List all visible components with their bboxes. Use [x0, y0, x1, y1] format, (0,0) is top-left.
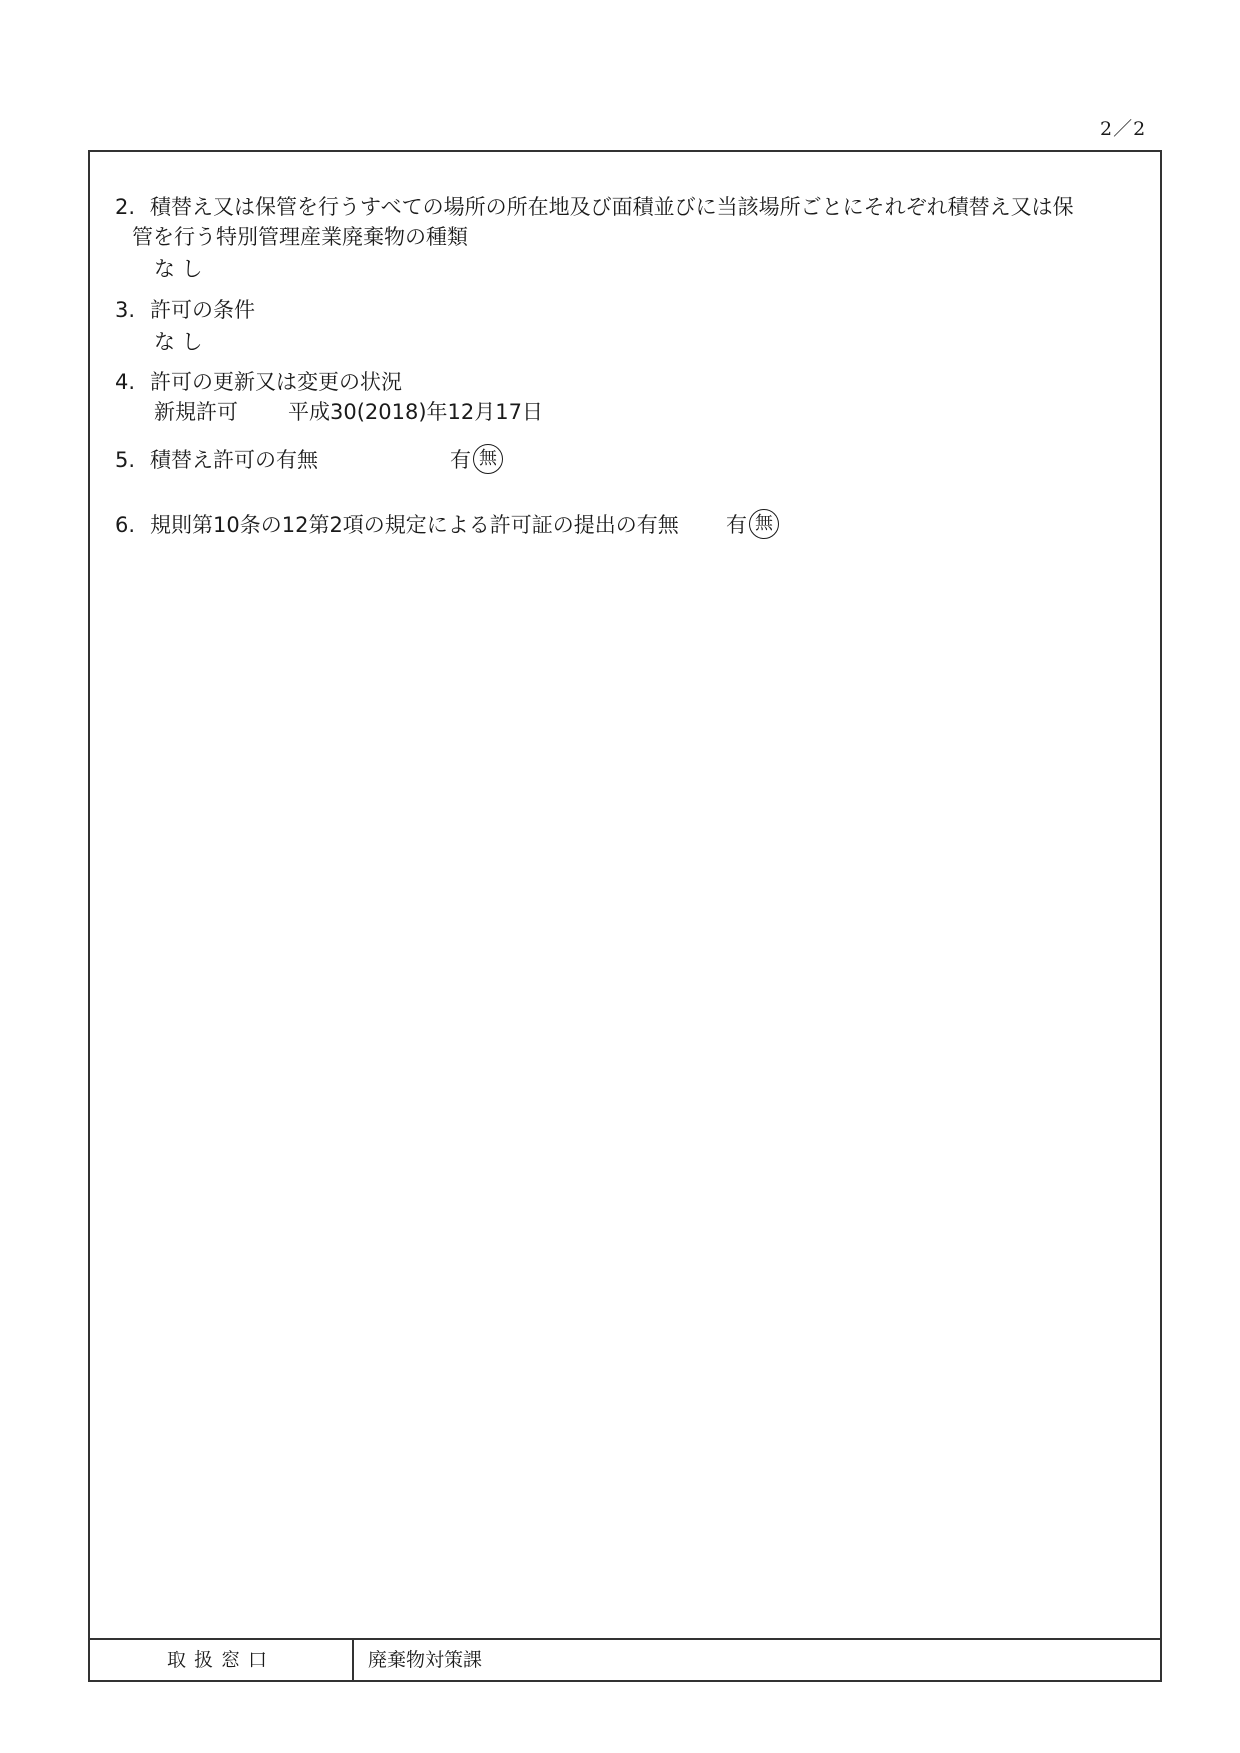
- item-label: 積替え又は保管を行うすべての場所の所在地及び面積並びに当該場所ごとにそれぞれ積替え又は保: [150, 195, 1074, 219]
- item-label: 許可の条件: [150, 298, 255, 322]
- choice-yes: 有: [450, 448, 471, 472]
- item-choice: [726, 510, 779, 541]
- item-value-date: 平成30(2018)年12月17日: [288, 400, 543, 424]
- item-value: な し: [154, 330, 203, 354]
- item-value: な し: [154, 257, 203, 281]
- item-label: 規則第10条の12第2項の規定による許可証の提出の有無: [150, 513, 679, 537]
- document-frame: [88, 150, 1162, 1682]
- item-choice: [450, 445, 503, 476]
- contact-table: [90, 1638, 1160, 1680]
- item-value-kind: 新規許可: [154, 400, 238, 424]
- page-number: 2／2: [1100, 118, 1147, 140]
- item-label: 許可の更新又は変更の状況: [150, 370, 402, 394]
- item-label: 積替え許可の有無: [150, 448, 318, 472]
- choice-no-circled: 無: [749, 509, 779, 539]
- contact-value: 廃棄物対策課: [368, 1649, 483, 1671]
- choice-yes: 有: [726, 513, 747, 537]
- item-number: 5.: [115, 448, 136, 472]
- item-number: 6.: [115, 513, 136, 537]
- item-label-continued: 管を行う特別管理産業廃棄物の種類: [132, 225, 468, 249]
- item-number: 2.: [115, 195, 136, 219]
- item-number: 3.: [115, 298, 136, 322]
- choice-no-circled: 無: [473, 444, 503, 474]
- contact-label: 取扱窓口: [90, 1640, 354, 1680]
- item-number: 4.: [115, 370, 136, 394]
